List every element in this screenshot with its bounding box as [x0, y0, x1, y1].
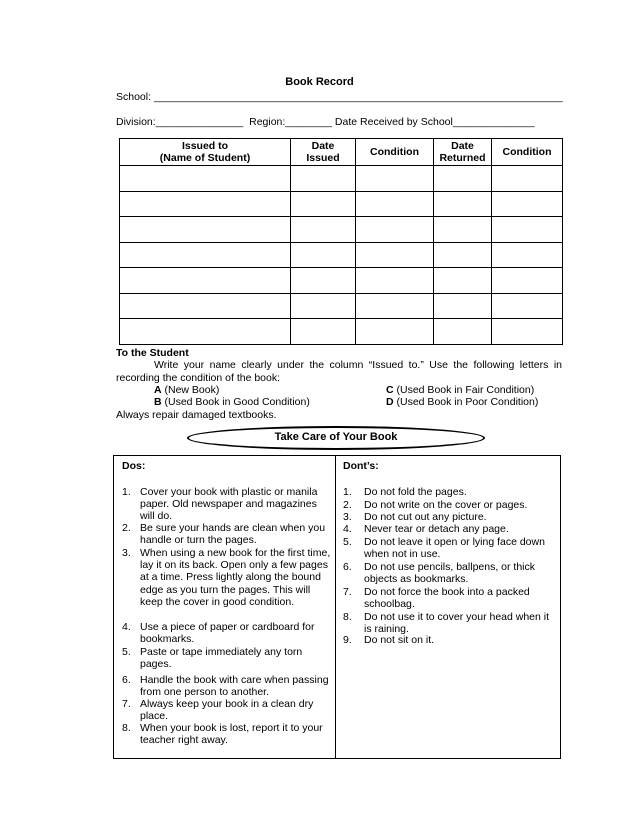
legend-text: (Used Book in Poor Condition): [393, 396, 539, 408]
donts-item: Never tear or detach any page.: [364, 523, 509, 535]
donts-item: Do not cut out any picture.: [364, 511, 487, 523]
division-region-date-line: Division:_______________ Region:________ Date Received by School______________: [116, 116, 535, 128]
donts-item-number: 5.: [343, 536, 352, 548]
table-cell[interactable]: [120, 191, 291, 217]
donts-item: Do not force the book into a packed schoolbag.: [364, 586, 530, 611]
dos-item: When your book is lost, report it to your teacher right away.: [140, 722, 323, 747]
legend-text: (Used Book in Fair Condition): [393, 384, 535, 396]
dos-item-number: 1.: [122, 486, 131, 498]
book-record-table: [119, 138, 563, 345]
column-divider: [335, 455, 336, 759]
legend-letter: B: [154, 396, 162, 408]
donts-item-number: 2.: [343, 499, 352, 511]
donts-item-number: 3.: [343, 511, 352, 523]
donts-item-number: 1.: [343, 486, 352, 498]
table-cell[interactable]: [492, 166, 563, 192]
care-title: Take Care of Your Book: [274, 431, 398, 443]
header-date-returned-label: Date Returned: [439, 140, 486, 164]
header-date-returned: [434, 139, 492, 166]
donts-item: Do not fold the pages.: [364, 486, 467, 498]
legend-a: [154, 384, 219, 396]
table-cell[interactable]: [492, 293, 563, 319]
dos-item-number: 4.: [122, 621, 131, 633]
table-cell[interactable]: [356, 166, 434, 192]
dos-item-number: 3.: [122, 547, 131, 559]
table-cell[interactable]: [492, 319, 563, 345]
dos-item-number: 6.: [122, 674, 131, 686]
dos-item-number: 7.: [122, 698, 131, 710]
table-cell[interactable]: [120, 166, 291, 192]
dos-item: Be sure your hands are clean when you handle or turn the pages.: [140, 522, 326, 547]
header-date-issued-label: Date Issued: [306, 140, 340, 164]
legend-c: [386, 384, 534, 396]
table-row: [120, 242, 563, 268]
table-cell[interactable]: [120, 268, 291, 294]
table-row: [120, 293, 563, 319]
table-row: [120, 268, 563, 294]
table-cell[interactable]: [356, 268, 434, 294]
header-condition-returned-label: Condition: [502, 146, 552, 158]
table-row: [120, 319, 563, 345]
header-condition-issued: [356, 139, 434, 166]
header-condition-label: Condition: [370, 146, 419, 158]
dos-item: When using a new book for the first time, lay it on its back. Open only a few pages at a time. Press lightly along the bound edge as you turn the pages. This will keep the cover in good condition.: [140, 547, 331, 608]
dos-item: Use a piece of paper or cardboard for bookmarks.: [140, 621, 315, 646]
instruction-line-1: Write your name clearly under the column “Issued to.” Use the following letters in: [154, 359, 562, 371]
donts-item: Do not write on the cover or pages.: [364, 499, 528, 511]
donts-item: Do not use it to cover your head when it is raining.: [364, 611, 550, 636]
table-cell[interactable]: [434, 166, 492, 192]
instruction-line-2: recording the condition of the book:: [116, 372, 281, 384]
table-row: [120, 166, 563, 192]
donts-item-number: 9.: [343, 634, 352, 646]
table-cell[interactable]: [356, 242, 434, 268]
table-cell[interactable]: [356, 191, 434, 217]
dos-item-number: 8.: [122, 722, 131, 734]
dos-item: Paste or tape immediately any torn pages.: [140, 646, 303, 671]
donts-item-number: 4.: [343, 523, 352, 535]
donts-item-number: 8.: [343, 611, 352, 623]
table-cell[interactable]: [120, 293, 291, 319]
table-cell[interactable]: [356, 217, 434, 243]
dos-item-number: 5.: [122, 646, 131, 658]
table-cell[interactable]: [492, 268, 563, 294]
dos-item-number: 2.: [122, 522, 131, 534]
donts-item: Do not use pencils, ballpens, or thick objects as bookmarks.: [364, 561, 536, 586]
table-cell[interactable]: [120, 319, 291, 345]
legend-text: (Used Book in Good Condition): [161, 396, 310, 408]
donts-item: Do not leave it open or lying face down when not in use.: [364, 536, 545, 561]
repair-note: Always repair damaged textbooks.: [116, 409, 277, 421]
table-cell[interactable]: [120, 242, 291, 268]
table-cell[interactable]: [291, 268, 356, 294]
table-cell[interactable]: [356, 293, 434, 319]
table-cell[interactable]: [291, 293, 356, 319]
school-field-line: School: ______________________________________________________________________: [116, 91, 563, 103]
table-cell[interactable]: [291, 191, 356, 217]
table-cell[interactable]: [291, 242, 356, 268]
table-row: [120, 191, 563, 217]
table-cell[interactable]: [434, 319, 492, 345]
table-cell[interactable]: [291, 166, 356, 192]
dos-item: Always keep your book in a clean dry place.: [140, 698, 314, 723]
legend-letter: A: [154, 384, 162, 396]
dos-heading: Dos:: [122, 460, 146, 472]
table-cell[interactable]: [434, 268, 492, 294]
table-cell[interactable]: [291, 217, 356, 243]
legend-b: [154, 396, 310, 408]
legend-d: [386, 396, 538, 408]
table-cell[interactable]: [492, 191, 563, 217]
table-cell[interactable]: [492, 217, 563, 243]
donts-item: Do not sit on it.: [364, 634, 435, 646]
donts-heading: Dont’s:: [343, 460, 379, 472]
header-issued-to: [120, 139, 291, 166]
legend-text: (New Book): [161, 384, 220, 396]
donts-item-number: 6.: [343, 561, 352, 573]
table-cell[interactable]: [356, 319, 434, 345]
table-row: [120, 217, 563, 243]
header-date-issued: [291, 139, 356, 166]
table-header-row: [120, 139, 563, 166]
dos-item: Handle the book with care when passing from one person to another.: [140, 674, 329, 699]
to-student-heading: To the Student: [116, 347, 189, 359]
table-cell[interactable]: [492, 242, 563, 268]
header-issued-to-label: Issued to (Name of Student): [159, 140, 251, 164]
table-cell[interactable]: [434, 242, 492, 268]
table-cell[interactable]: [434, 217, 492, 243]
table-cell[interactable]: [434, 293, 492, 319]
donts-item-number: 7.: [343, 586, 352, 598]
legend-letter: D: [386, 396, 394, 408]
page-title: Book Record: [285, 76, 354, 88]
header-condition-returned: [492, 139, 563, 166]
table-cell[interactable]: [434, 191, 492, 217]
legend-letter: C: [386, 384, 394, 396]
table-cell[interactable]: [120, 217, 291, 243]
table-cell[interactable]: [291, 319, 356, 345]
dos-item: Cover your book with plastic or manila paper. Old newspaper and magazines will do.: [140, 486, 318, 523]
